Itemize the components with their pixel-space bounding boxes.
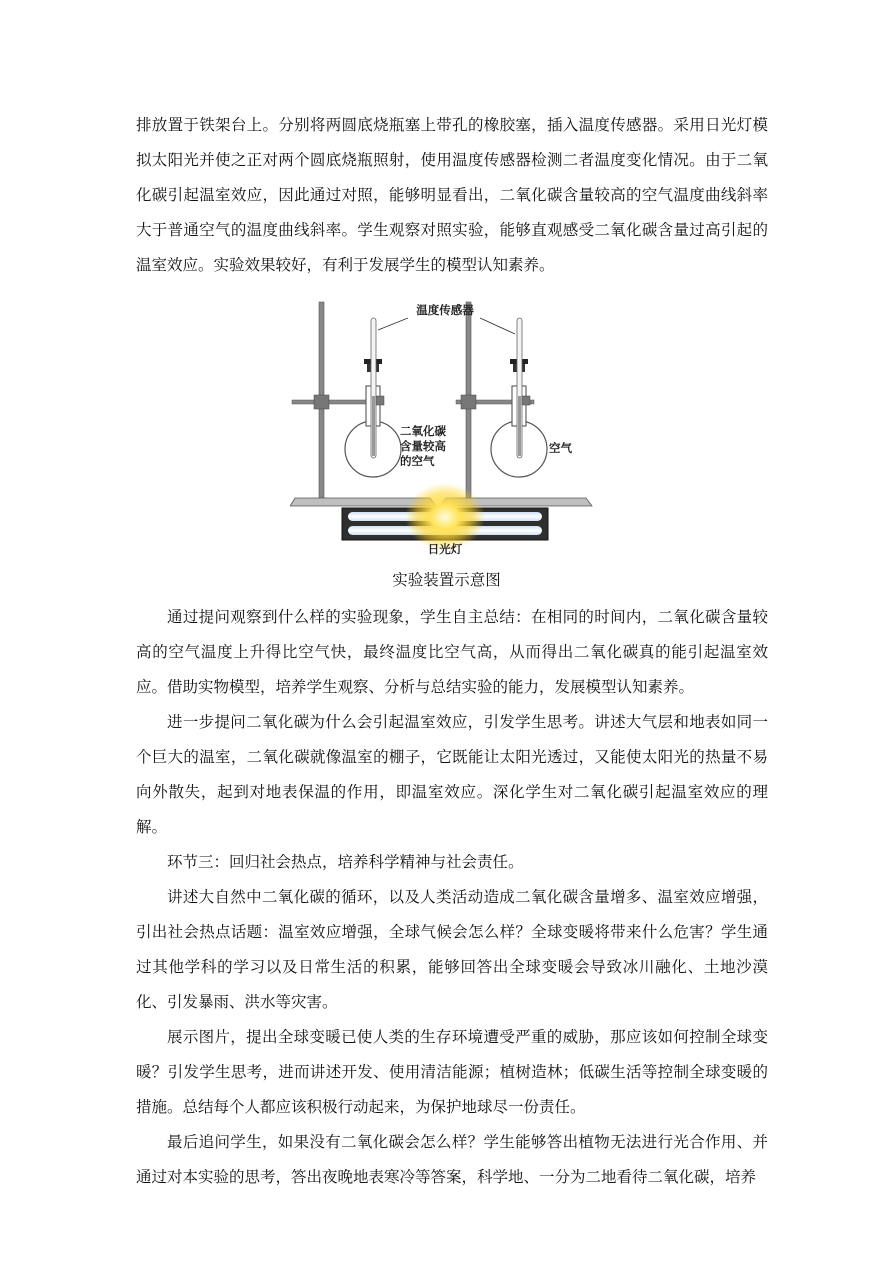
top-text-block [136,108,768,283]
bottom-text-block [136,600,768,1195]
paragraph-greenhouse-explanation: 进一步提问二氧化碳为什么会引起温室效应，引发学生思考。讲述大气层和地表如同一个巨大的温室，二氧化碳就像温室的棚子，它既能让太阳光透过，又能使太阳光的热量不易向外散失，起到对地表保温的作用，即温室效应。深化学生对二氧化碳引起温室效应的理解。 [136,713,768,836]
label-temperature-sensor: 温度传感器 [416,303,474,317]
paragraph-setup-continued: 排放置于铁架台上。分别将两圆底烧瓶塞上带孔的橡胶塞，插入温度传感器。采用日光灯模拟太阳光并使之正对两个圆底烧瓶照射，使用温度传感器检测二者温度变化情况。由于二氧化碳引起温室效应，因此通过对照，能够明显看出，二氧化碳含量较高的空气温度曲线斜率大于普通空气的温度曲线斜率。学生观察对照实验，能够直观感受二氧化碳含量过高引起的温室效应。实验效果较好，有利于发展学生的模型认知素养。 [136,116,768,274]
experiment-apparatus-figure [290,296,602,558]
label-co2-line3: 的空气 [400,454,435,468]
apparatus-diagram [290,296,602,558]
paragraph-observation: 通过提问观察到什么样的实验现象，学生自主总结：在相同的时间内，二氧化碳含量较高的空气温度上升得比空气快，最终温度比空气高，从而得出二氧化碳真的能引起温室效应。借助实物模型，培养学生观察、分析与总结实验的能力，发展模型认知素养。 [136,608,768,696]
label-co2-line2: 含量较高 [400,439,446,453]
paragraph-carbon-cycle: 讲述大自然中二氧化碳的循环，以及人类活动造成二氧化碳含量增多、温室效应增强，引出社会热点话题：温室效应增强，全球气候会怎么样？全球变暖将带来什么危害？学生通过其他学科的学习以及日常生活的积累，能够回答出全球变暖会导致冰川融化、土地沙漠化、引发暴雨、洪水等灾害。 [136,888,768,1011]
figure-caption: 实验装置示意图 [392,571,501,589]
section-heading-step3: 环节三：回归社会热点，培养科学精神与社会责任。 [167,853,524,871]
paragraph-global-warming-control: 展示图片，提出全球变暖已使人类的生存环境遭受严重的威胁，那应该如何控制全球变暖？引发学生思考，进而讲述开发、使用清洁能源；植树造林；低碳生活等控制全球变暖的措施。总结每个人都应该积极行动起来，为保护地球尽一份责任。 [136,1028,768,1116]
sensor-leader-right [480,318,515,334]
left-flask-co2 [345,318,401,477]
label-co2-line1: 二氧化碳 [400,424,446,438]
label-air: 空气 [549,441,572,455]
paragraph-final-question: 最后追问学生，如果没有二氧化碳会怎么样？学生能够答出植物无法进行光合作用、并通过对本实验的思考，答出夜晚地表寒冷等答案，科学地、一分为二地看待二氧化碳，培养 [136,1133,768,1186]
light-glow [405,483,485,551]
sensor-leader-left [378,318,408,330]
right-flask-air [491,318,547,477]
label-lamp: 日光灯 [427,542,463,556]
